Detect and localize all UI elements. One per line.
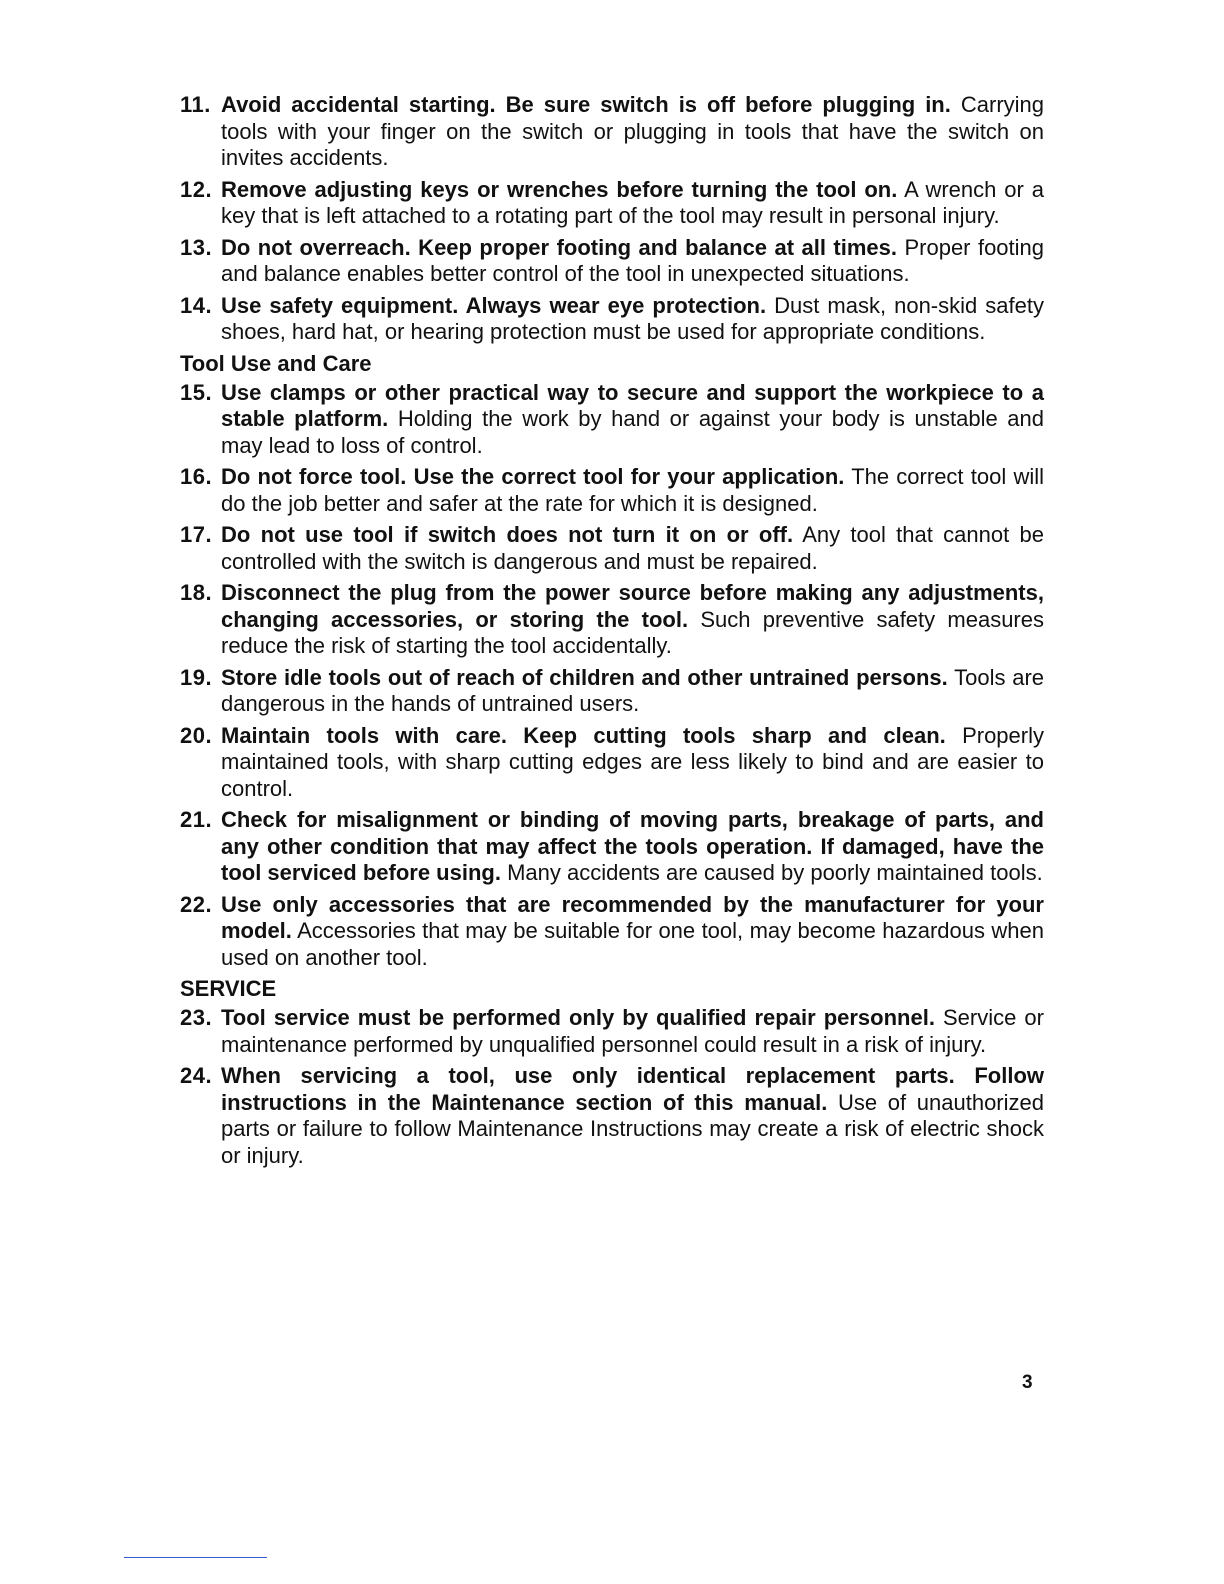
rule-19 bbox=[180, 665, 1044, 718]
rule-number: 14. bbox=[180, 292, 213, 318]
rule-number: 18. bbox=[180, 580, 213, 605]
rule-23 bbox=[180, 1005, 1044, 1058]
rule-number: 21. bbox=[180, 807, 213, 832]
rule-number: 22. bbox=[180, 891, 213, 917]
rule-number: 16. bbox=[180, 464, 213, 489]
rule-number: 11. bbox=[180, 92, 211, 117]
rule-text: The correct tool will do the job better and safer at the rate for which it is designed. bbox=[221, 464, 1044, 516]
rule-text: Holding the work by hand or against your body is unstable and may lead to loss of control. bbox=[221, 406, 1045, 458]
rule-lead: Do not overreach. Keep proper footing and balance at all times. bbox=[221, 234, 898, 260]
rule-lead: Use clamps or other practical way to secure and support the workpiece to a stable platform. bbox=[221, 379, 1044, 431]
rule-lead: Do not use tool if switch does not turn it on or off. bbox=[221, 522, 794, 547]
rule-lead: Maintain tools with care. Keep cutting tools sharp and clean. bbox=[221, 722, 946, 748]
rule-21 bbox=[180, 807, 1044, 887]
rule-lead: Avoid accidental starting. Be sure switch is off before plugging in. bbox=[221, 92, 951, 117]
rule-17 bbox=[180, 522, 1044, 575]
rule-number: 24. bbox=[180, 1063, 213, 1088]
page-number: 3 bbox=[1022, 1372, 1033, 1393]
rule-text: Dust mask, non-skid safety shoes, hard hat, or hearing protection must be used for appropriate conditions. bbox=[221, 292, 1044, 344]
rule-lead: Remove adjusting keys or wrenches before turning the tool on. bbox=[221, 176, 898, 202]
rule-18 bbox=[180, 580, 1044, 660]
rule-number: 12. bbox=[180, 176, 213, 202]
section-heading-service: SERVICE bbox=[180, 976, 277, 1001]
rule-lead: Disconnect the plug from the power source before making any adjustments, changing accessories, or storing the tool. bbox=[221, 580, 1044, 632]
rule-16 bbox=[180, 464, 1044, 517]
rule-text: Tools are dangerous in the hands of untrained users. bbox=[221, 664, 1045, 716]
rule-text: Service or maintenance performed by unqualified personnel could result in a risk of injury. bbox=[221, 1005, 1044, 1057]
safety-rules-content bbox=[180, 92, 1044, 1174]
rule-20 bbox=[180, 723, 1044, 803]
rule-number: 19. bbox=[180, 664, 213, 690]
rule-number: 23. bbox=[180, 1005, 213, 1030]
rule-15 bbox=[180, 380, 1044, 460]
rule-12 bbox=[180, 177, 1044, 230]
rule-text: Properly maintained tools, with sharp cutting edges are less likely to bind and are easier to control. bbox=[221, 722, 1044, 801]
rule-text: A wrench or a key that is left attached to a rotating part of the tool may result in personal injury. bbox=[221, 176, 1044, 228]
rule-13 bbox=[180, 235, 1044, 288]
rule-number: 13. bbox=[180, 234, 213, 260]
rule-22 bbox=[180, 892, 1044, 972]
rule-lead: Use safety equipment. Always wear eye protection. bbox=[221, 292, 767, 318]
rule-lead: Tool service must be performed only by qualified repair personnel. bbox=[221, 1005, 935, 1030]
rule-text: Carrying tools with your finger on the switch or plugging in tools that have the switch on invites accidents. bbox=[221, 92, 1045, 170]
rule-lead: Use only accessories that are recommended by the manufacturer for your model. bbox=[221, 891, 1044, 943]
rule-lead: Do not force tool. Use the correct tool for your application. bbox=[221, 464, 845, 489]
rule-24 bbox=[180, 1063, 1044, 1169]
rule-text: Any tool that cannot be controlled with the switch is dangerous and must be repaired. bbox=[221, 522, 1044, 574]
rule-number: 17. bbox=[180, 522, 213, 547]
rule-lead: Check for misalignment or binding of moving parts, breakage of parts, and any other condition that may affect the tools operation. If damaged, have the tool serviced before using. bbox=[221, 807, 1044, 885]
rule-lead: Store idle tools out of reach of children and other untrained persons. bbox=[221, 664, 948, 690]
rule-11 bbox=[180, 92, 1044, 172]
footer-rule bbox=[124, 1557, 267, 1558]
rule-text: Use of unauthorized parts or failure to follow Maintenance Instructions may create a risk of electric shock or injury. bbox=[221, 1089, 1044, 1168]
rule-text: Many accidents are caused by poorly maintained tools. bbox=[500, 860, 1043, 885]
rule-text: Such preventive safety measures reduce the risk of starting the tool accidentally. bbox=[221, 606, 1044, 658]
rule-number: 15. bbox=[180, 379, 213, 405]
rule-number: 20. bbox=[180, 722, 213, 748]
rule-text: Proper footing and balance enables better control of the tool in unexpected situations. bbox=[221, 234, 1045, 286]
rule-14 bbox=[180, 293, 1044, 346]
rule-lead: When servicing a tool, use only identical replacement parts. Follow instructions in the Maintenance section of this manual. bbox=[221, 1063, 1044, 1115]
rule-text: Accessories that may be suitable for one tool, may become hazardous when used on another tool. bbox=[221, 918, 1044, 970]
section-heading-tool-use: Tool Use and Care bbox=[180, 350, 372, 376]
